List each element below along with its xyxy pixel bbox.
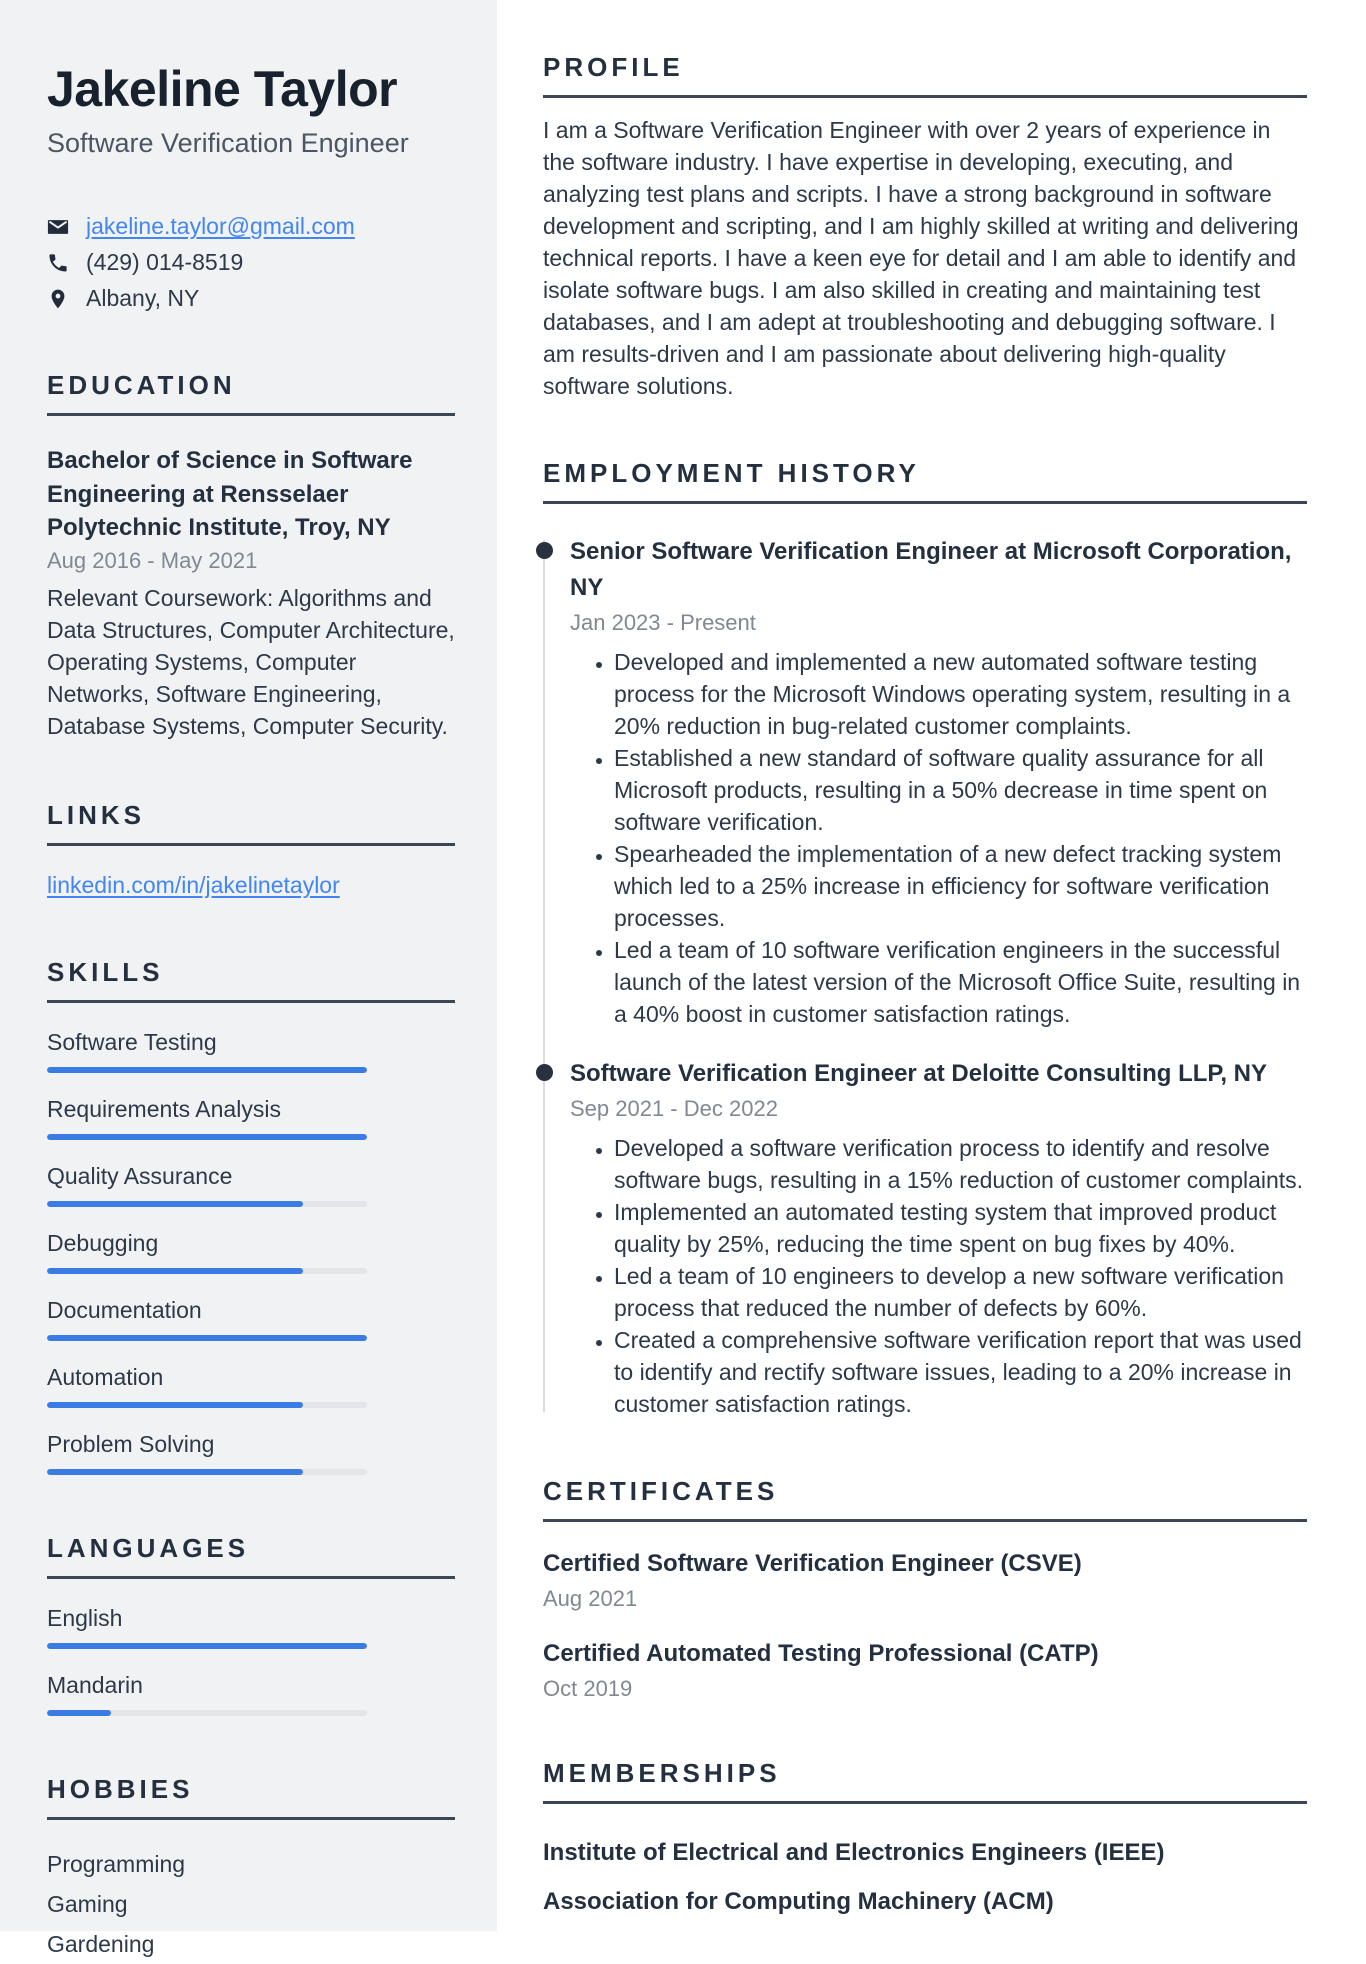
job-bullet: • Led a team of 10 software verification engineers in the successful launch of the latest version of the Microsoft Office Suite, resulting in a 40% boost in customer satisfaction ratings. [614, 934, 1307, 1030]
hobby-item: Programming [47, 1850, 186, 1877]
education-section [47, 370, 455, 741]
contact-block [47, 213, 455, 312]
education-coursework: Relevant Coursework: Algorithms and Data Structures, Computer Architecture, Operating Systems, Computer Networks, Software Engineering, Database Systems, Computer Security. [47, 584, 455, 739]
skill-item [47, 1230, 455, 1274]
job-bullet: • Created a comprehensive software verification report that was used to identify and rectify software issues, leading to a 20% increase in customer satisfaction ratings. [614, 1324, 1307, 1420]
skill-item [47, 1431, 455, 1475]
memberships-list [543, 1828, 1307, 1926]
skill-bar-track [47, 1268, 367, 1274]
main-content [497, 0, 1366, 1931]
phone-number: (429) 014-8519 [86, 249, 244, 276]
skill-item [47, 1029, 455, 1073]
language-item [47, 1605, 455, 1649]
language-bar-track [47, 1643, 367, 1649]
section-heading-education: EDUCATION [47, 370, 455, 416]
skills-list [47, 1029, 455, 1475]
links-section [47, 800, 455, 899]
certificates-list [543, 1546, 1307, 1702]
contact-location-row [47, 285, 455, 312]
job-bullet: • Spearheaded the implementation of a new defect tracking system which led to a 25% increase in efficiency for software verification processes. [614, 838, 1307, 934]
sidebar [0, 0, 497, 1957]
language-bar-fill [47, 1710, 111, 1716]
profile-section [543, 52, 1307, 402]
section-heading-certificates: CERTIFICATES [543, 1476, 1307, 1522]
skill-label: Documentation [47, 1296, 202, 1323]
section-heading-employment: EMPLOYMENT HISTORY [543, 458, 1307, 504]
language-bar-fill [47, 1643, 367, 1649]
person-title: Software Verification Engineer [47, 128, 409, 158]
job-bullet: • Implemented an automated testing system that improved product quality by 25%, reducing the time spent on bug fixes by 40%. [614, 1196, 1307, 1260]
person-name: Jakeline Taylor [47, 61, 398, 117]
degree-title: Bachelor of Science in Software Engineering at Rensselaer Polytechnic Institute, Troy, NY [47, 447, 413, 541]
section-heading-skills: SKILLS [47, 957, 455, 1003]
skill-bar-track [47, 1469, 367, 1475]
language-bar-track [47, 1710, 367, 1716]
employment-timeline [543, 534, 1307, 1420]
skills-section [47, 957, 455, 1475]
skill-bar-track [47, 1134, 367, 1140]
skill-item [47, 1163, 455, 1207]
certificates-section [543, 1476, 1307, 1702]
phone-icon [47, 252, 69, 274]
job-title: Senior Software Verification Engineer at Microsoft Corporation, NY [570, 538, 1292, 601]
skill-bar-track [47, 1067, 367, 1073]
education-dates: Aug 2016 - May 2021 [47, 547, 258, 573]
skill-bar-fill [47, 1402, 303, 1408]
job-bullet: • Developed and implemented a new automated software testing process for the Microsoft Windows operating system, resulting in a 20% reduction in bug-related customer complaints. [614, 646, 1307, 742]
languages-section [47, 1533, 455, 1716]
certificate-title: Certified Software Verification Engineer (CSVE) [543, 1550, 1082, 1577]
email-link[interactable]: jakeline.taylor@gmail.com [86, 213, 355, 240]
skill-bar-fill [47, 1268, 303, 1274]
job-bullets [570, 1132, 1307, 1420]
skill-item [47, 1297, 455, 1341]
section-heading-languages: LANGUAGES [47, 1533, 455, 1579]
job-dates: Jan 2023 - Present [570, 610, 756, 635]
skill-label: Debugging [47, 1229, 159, 1256]
contact-phone-row [47, 249, 455, 276]
section-heading-links: LINKS [47, 800, 455, 846]
memberships-section [543, 1758, 1307, 1926]
skill-item [47, 1096, 455, 1140]
job-bullet: • Led a team of 10 engineers to develop a new software verification process that reduced the number of defects by 60%. [614, 1260, 1307, 1324]
hobbies-section [47, 1774, 455, 1964]
job-entry [543, 534, 1307, 1030]
linkedin-link[interactable]: linkedin.com/in/jakelinetaylor [47, 871, 340, 898]
skill-bar-track [47, 1335, 367, 1341]
skill-bar-fill [47, 1067, 367, 1073]
certificate-item [543, 1636, 1307, 1702]
skill-bar-fill [47, 1134, 367, 1140]
map-pin-icon [47, 288, 69, 310]
profile-text: I am a Software Verification Engineer with over 2 years of experience in the software industry. I have expertise in developing, executing, and analyzing test plans and scripts. I have a strong background in software development and scripting, and I am highly skilled at writing and delivering technical reports. I have a keen eye for detail and I am able to identify and isolate software bugs. I am also skilled in creating and maintaining test databases, and I am adept at troubleshooting and debugging software. I am results-driven and I am passionate about delivering high-quality software solutions. [543, 117, 1299, 399]
job-entry [543, 1056, 1307, 1420]
certificate-item [543, 1546, 1307, 1612]
job-bullets [570, 646, 1307, 1030]
skill-item [47, 1364, 455, 1408]
skill-bar-fill [47, 1335, 367, 1341]
certificate-date: Oct 2019 [543, 1676, 633, 1701]
membership-item: Association for Computing Machinery (ACM) [543, 1888, 1054, 1915]
email-icon [47, 216, 69, 238]
job-bullet: • Developed a software verification process to identify and resolve software bugs, resulting in a 15% reduction of customer complaints. [614, 1132, 1307, 1196]
skill-label: Problem Solving [47, 1430, 215, 1457]
skill-label: Software Testing [47, 1028, 217, 1055]
job-title: Software Verification Engineer at Deloitte Consulting LLP, NY [570, 1060, 1267, 1087]
skill-bar-fill [47, 1469, 303, 1475]
hobby-item: Gaming [47, 1890, 128, 1917]
language-item [47, 1672, 455, 1716]
job-dates: Sep 2021 - Dec 2022 [570, 1096, 778, 1121]
language-label: Mandarin [47, 1671, 143, 1698]
employment-section [543, 458, 1307, 1420]
contact-email-row [47, 213, 455, 240]
section-heading-profile: PROFILE [543, 52, 1307, 98]
skill-label: Automation [47, 1363, 164, 1390]
language-label: English [47, 1604, 123, 1631]
skill-bar-fill [47, 1201, 303, 1207]
skill-label: Requirements Analysis [47, 1095, 281, 1122]
certificate-title: Certified Automated Testing Professional (CATP) [543, 1640, 1099, 1667]
languages-list [47, 1605, 455, 1716]
hobby-item: Gardening [47, 1930, 155, 1957]
certificate-date: Aug 2021 [543, 1586, 638, 1611]
section-heading-hobbies: HOBBIES [47, 1774, 455, 1820]
hobbies-list [47, 1844, 455, 1964]
skill-bar-track [47, 1201, 367, 1207]
skill-label: Quality Assurance [47, 1162, 233, 1189]
membership-item: Institute of Electrical and Electronics Engineers (IEEE) [543, 1839, 1165, 1866]
location-text: Albany, NY [86, 285, 200, 312]
job-bullet: • Established a new standard of software quality assurance for all Microsoft products, resulting in a 50% decrease in time spent on software verification. [614, 742, 1307, 838]
skill-bar-track [47, 1402, 367, 1408]
section-heading-memberships: MEMBERSHIPS [543, 1758, 1307, 1804]
